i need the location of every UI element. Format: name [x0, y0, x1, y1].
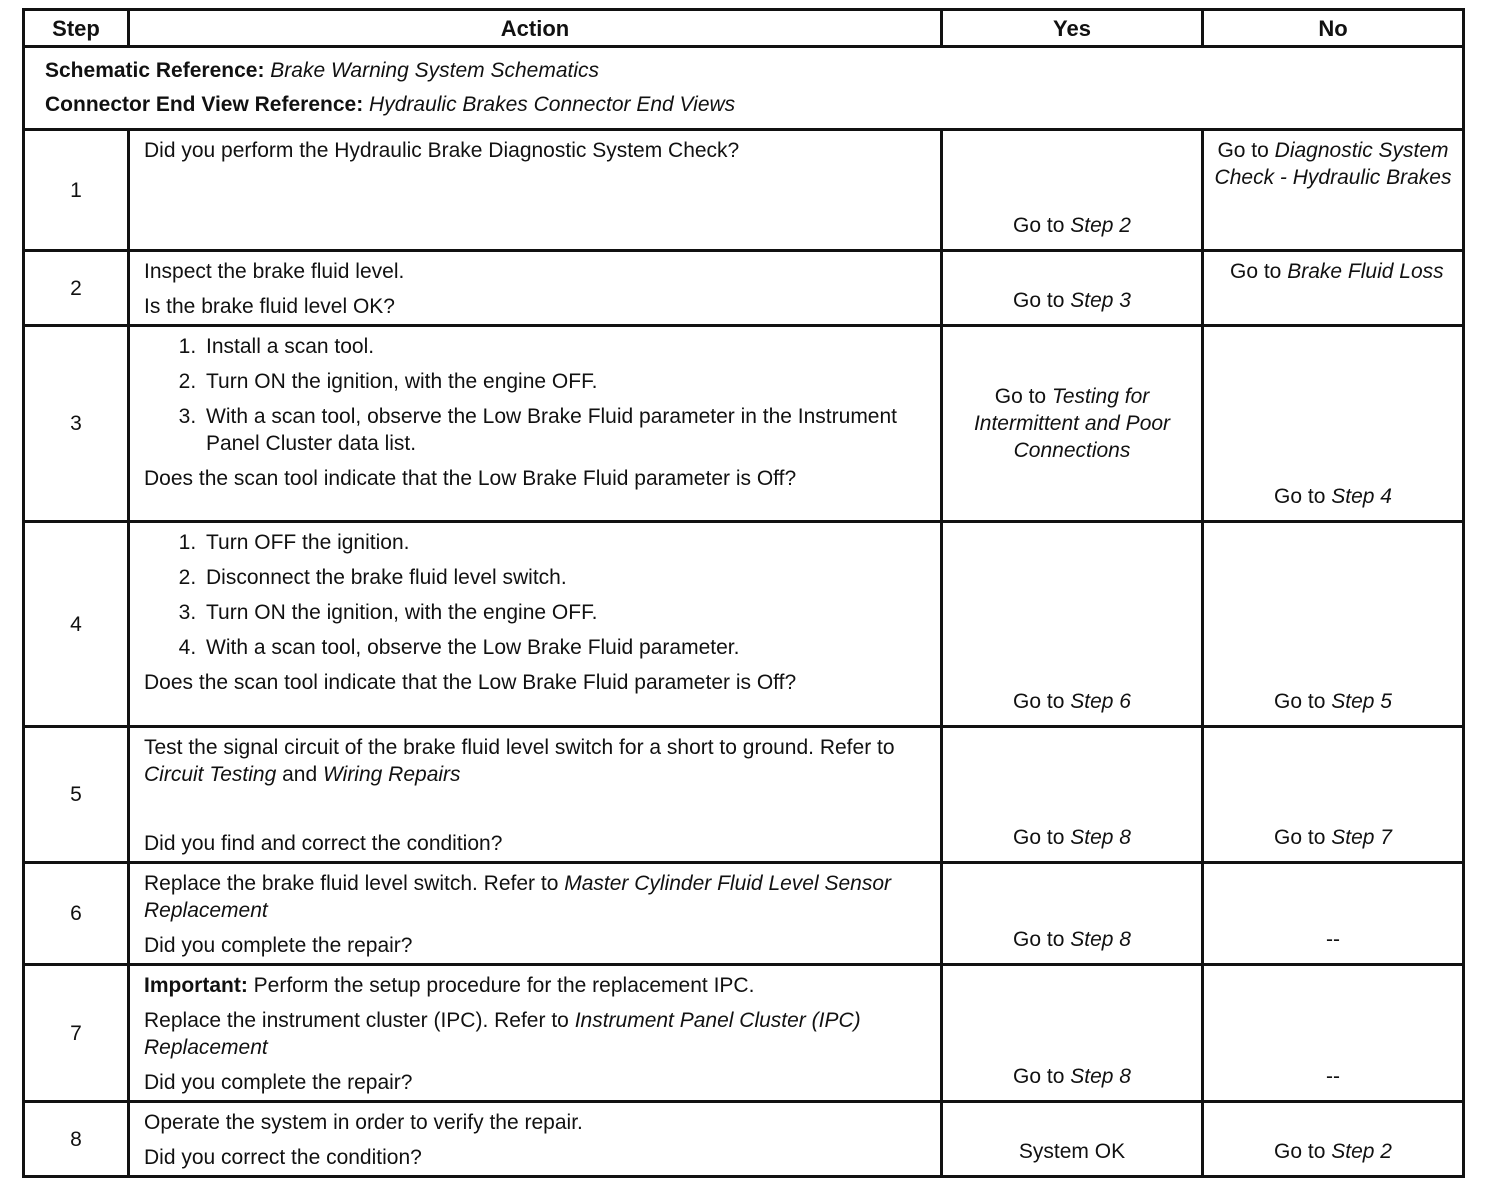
- no-link[interactable]: Brake Fluid Loss: [1287, 260, 1444, 283]
- no-cell: [1203, 522, 1464, 727]
- go-to-text: Go to: [1013, 214, 1065, 237]
- header-no: No: [1203, 10, 1464, 47]
- step-number: 6: [24, 863, 129, 965]
- yes-link[interactable]: Step 6: [1070, 690, 1131, 713]
- instruction-part: Replace the brake fluid level switch. Refer to: [144, 872, 559, 895]
- connector-reference: [45, 88, 1462, 122]
- question-text: Is the brake fluid level OK?: [144, 295, 395, 318]
- step-number: 5: [24, 727, 129, 863]
- go-to-text: Go to: [1013, 289, 1065, 312]
- yes-cell: [942, 251, 1203, 326]
- instruction-text: [144, 870, 930, 924]
- procedure-list: [144, 529, 930, 661]
- list-item: 2. Disconnect the brake fluid level switch.: [202, 564, 930, 591]
- no-link[interactable]: Step 7: [1331, 826, 1392, 849]
- table-row: [24, 1102, 1464, 1177]
- list-item: 2. Turn ON the ignition, with the engine OFF.: [202, 368, 930, 395]
- header-step: Step: [24, 10, 129, 47]
- yes-link[interactable]: Step 8: [1070, 1065, 1131, 1088]
- list-item: 3. Turn ON the ignition, with the engine OFF.: [202, 599, 930, 626]
- reference-row: [24, 47, 1464, 130]
- action-cell: [129, 326, 942, 522]
- procedure-list: [144, 333, 930, 457]
- question-text: Did you correct the condition?: [144, 1146, 422, 1169]
- list-item: 3. With a scan tool, observe the Low Brake Fluid parameter in the Instrument Panel Cluster data list.: [202, 403, 930, 457]
- schematic-reference-label: Schematic Reference:: [45, 59, 265, 82]
- go-to-text: Go to: [994, 385, 1047, 408]
- question-text: Did you find and correct the condition?: [144, 832, 503, 855]
- action-cell: [129, 522, 942, 727]
- action-cell: [129, 251, 942, 326]
- no-cell: [1203, 326, 1464, 522]
- action-cell: [129, 863, 942, 965]
- connector-reference-label: Connector End View Reference:: [45, 93, 364, 116]
- yes-cell: [942, 863, 1203, 965]
- yes-cell: System OK: [942, 1102, 1203, 1177]
- go-to-text: Go to: [1230, 260, 1282, 283]
- no-cell: [1203, 251, 1464, 326]
- table-row: [24, 251, 1464, 326]
- important-label: Important:: [144, 974, 248, 997]
- yes-cell: [942, 965, 1203, 1102]
- table-row: [24, 863, 1464, 965]
- header-yes: Yes: [942, 10, 1203, 47]
- reference-cell: [24, 47, 1464, 130]
- action-cell: [129, 965, 942, 1102]
- no-link[interactable]: Step 4: [1331, 485, 1392, 508]
- yes-link[interactable]: Testing for Intermittent and Poor Connections: [973, 385, 1171, 462]
- schematic-reference-link[interactable]: Brake Warning System Schematics: [270, 59, 600, 82]
- instruction-part: Replace the instrument cluster (IPC). Refer to: [144, 1009, 569, 1032]
- question-text: Does the scan tool indicate that the Low Brake Fluid parameter is Off?: [144, 467, 797, 490]
- yes-link[interactable]: Step 2: [1070, 214, 1131, 237]
- important-text: Perform the setup procedure for the replacement IPC.: [253, 974, 755, 997]
- header-action: Action: [129, 10, 942, 47]
- no-link[interactable]: Step 2: [1331, 1140, 1392, 1163]
- no-cell: [1203, 1102, 1464, 1177]
- no-link[interactable]: Diagnostic System Check - Hydraulic Brakes: [1214, 139, 1452, 189]
- yes-cell: [942, 522, 1203, 727]
- question-text: Did you perform the Hydraulic Brake Diagnostic System Check?: [144, 139, 740, 162]
- circuit-testing-link[interactable]: Circuit Testing: [144, 763, 277, 786]
- question-text: Did you complete the repair?: [144, 1071, 413, 1094]
- yes-link[interactable]: Step 8: [1070, 928, 1131, 951]
- table-row: [24, 130, 1464, 251]
- table-row: [24, 326, 1464, 522]
- yes-cell: [942, 727, 1203, 863]
- step-number: 8: [24, 1102, 129, 1177]
- go-to-text: Go to: [1013, 1065, 1065, 1088]
- yes-link[interactable]: Step 8: [1070, 826, 1131, 849]
- ipc-replacement-link[interactable]: Instrument Panel Cluster (IPC) Replacement: [144, 1009, 861, 1059]
- sensor-replacement-link[interactable]: Master Cylinder Fluid Level Sensor Replacement: [144, 872, 892, 922]
- table-row: [24, 965, 1464, 1102]
- diagnostic-table: [22, 8, 1465, 1178]
- no-cell: [1203, 727, 1464, 863]
- no-cell: --: [1203, 965, 1464, 1102]
- go-to-text: Go to: [1274, 826, 1326, 849]
- important-note: [144, 972, 930, 999]
- go-to-text: Go to: [1274, 485, 1326, 508]
- wiring-repairs-link[interactable]: Wiring Repairs: [323, 763, 461, 786]
- go-to-text: Go to: [1013, 826, 1065, 849]
- step-number: 1: [24, 130, 129, 251]
- no-link[interactable]: Step 5: [1331, 690, 1392, 713]
- step-number: 4: [24, 522, 129, 727]
- step-number: 7: [24, 965, 129, 1102]
- instruction-text: Inspect the brake fluid level.: [144, 260, 405, 283]
- instruction-text: Operate the system in order to verify the repair.: [144, 1111, 583, 1134]
- header-row: [24, 10, 1464, 47]
- go-to-text: Go to: [1217, 139, 1269, 162]
- step-number: 2: [24, 251, 129, 326]
- instruction-text: [144, 734, 930, 788]
- go-to-text: Go to: [1274, 1140, 1326, 1163]
- instruction-text: [144, 1007, 930, 1061]
- question-text: Does the scan tool indicate that the Low Brake Fluid parameter is Off?: [144, 671, 797, 694]
- yes-cell: [942, 326, 1203, 522]
- yes-link[interactable]: Step 3: [1070, 289, 1131, 312]
- go-to-text: Go to: [1274, 690, 1326, 713]
- step-number: 3: [24, 326, 129, 522]
- no-cell: [1203, 130, 1464, 251]
- action-cell: [129, 130, 942, 251]
- conjunction-text: and: [282, 763, 318, 786]
- action-cell: [129, 1102, 942, 1177]
- go-to-text: Go to: [1013, 690, 1065, 713]
- action-cell: [129, 727, 942, 863]
- list-item: 4. With a scan tool, observe the Low Brake Fluid parameter.: [202, 634, 930, 661]
- yes-cell: [942, 130, 1203, 251]
- table-row: [24, 522, 1464, 727]
- connector-reference-link[interactable]: Hydraulic Brakes Connector End Views: [369, 93, 736, 116]
- go-to-text: Go to: [1013, 928, 1065, 951]
- table-row: [24, 727, 1464, 863]
- no-cell: --: [1203, 863, 1464, 965]
- list-item: 1. Install a scan tool.: [202, 333, 930, 360]
- list-item: 1. Turn OFF the ignition.: [202, 529, 930, 556]
- schematic-reference: [45, 54, 1462, 88]
- instruction-part: Test the signal circuit of the brake fluid level switch for a short to ground. Refer to: [144, 736, 895, 759]
- question-text: Did you complete the repair?: [144, 934, 413, 957]
